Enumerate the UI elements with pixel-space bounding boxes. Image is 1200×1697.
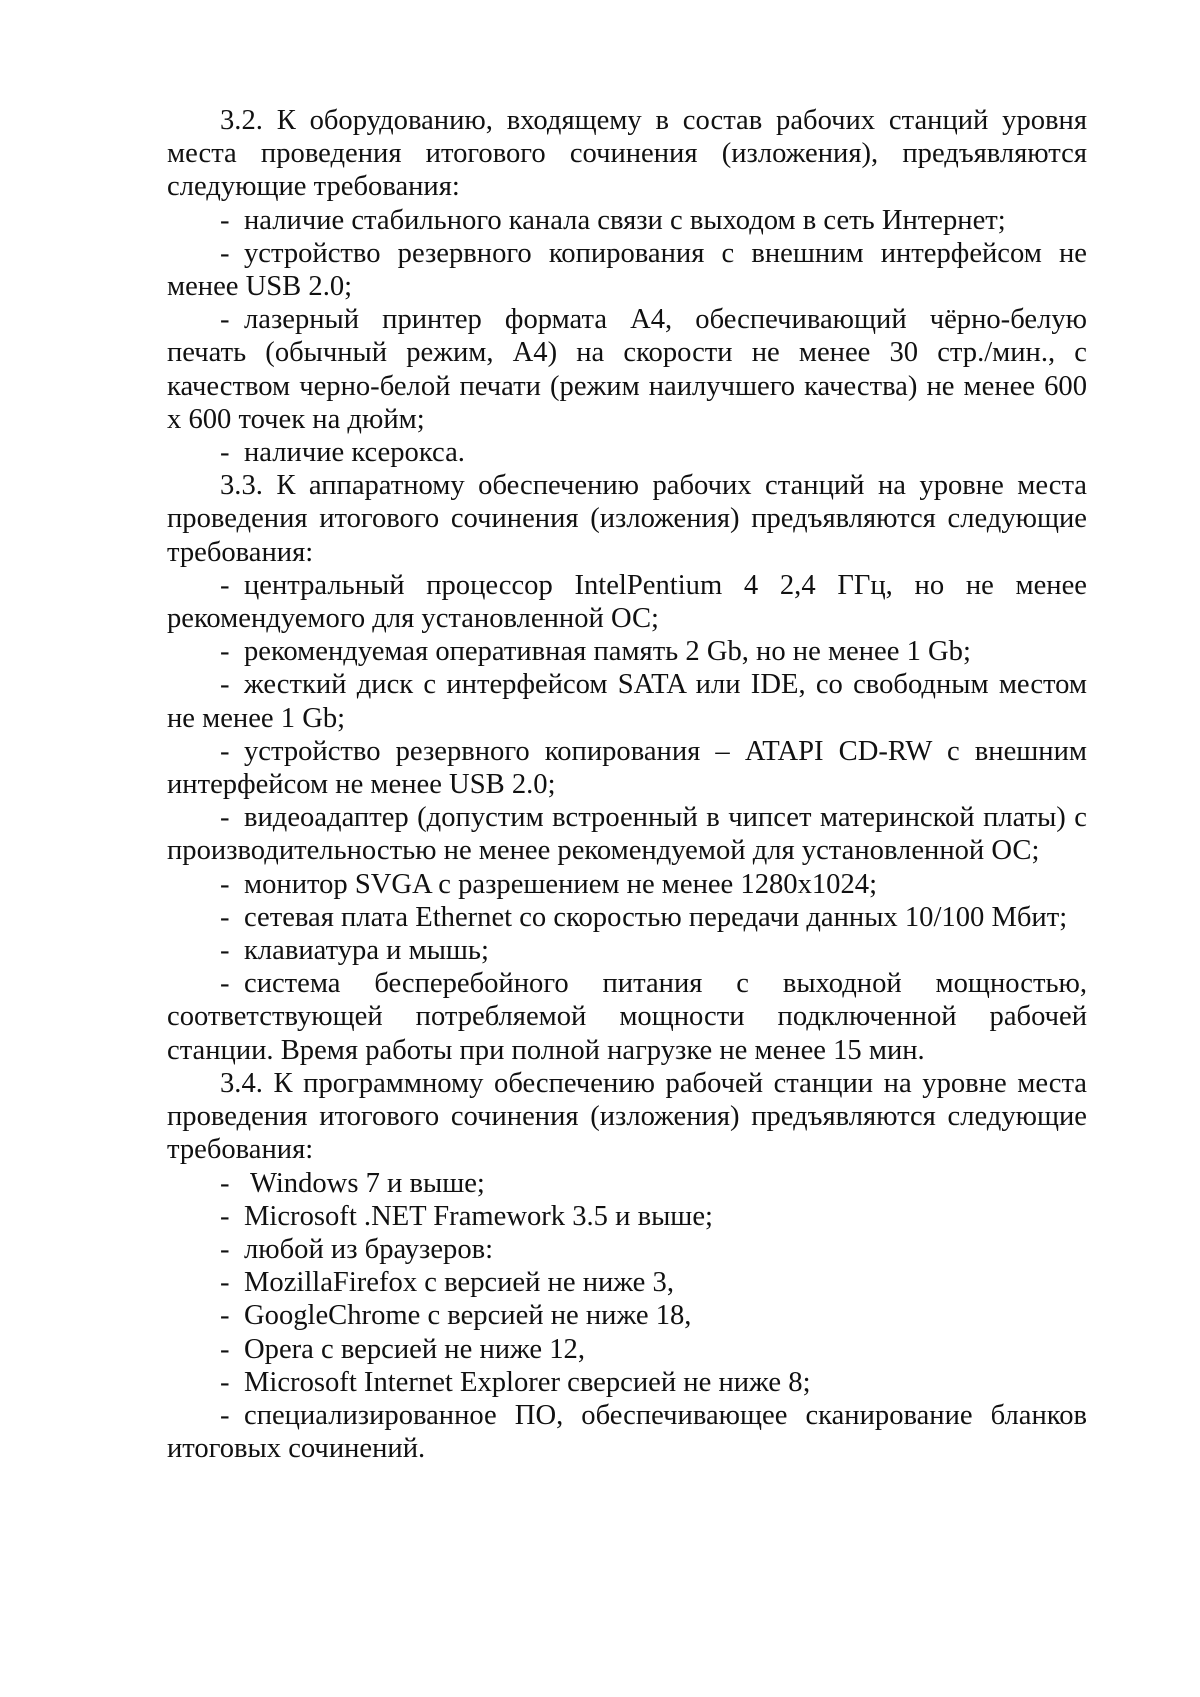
list-item: - жесткий диск с интерфейсом SATA или IDE, со свободным местом не менее 1 Gb; <box>167 669 1087 734</box>
list-item: - клавиатура и мышь; <box>220 935 489 967</box>
list-item: - монитор SVGA с разрешением не менее 1280x1024; <box>220 868 878 900</box>
dash-marker: - <box>220 1233 230 1265</box>
list-item: - MozillaFirefox с версией не ниже 3, <box>220 1267 674 1299</box>
list-item: - наличие стабильного канала связи с выходом в сеть Интернет; <box>220 204 1006 236</box>
list-item: - Windows 7 и выше; <box>220 1167 485 1199</box>
dash-marker: - <box>220 1200 230 1232</box>
dash-marker: - <box>220 569 230 601</box>
dash-marker: - <box>220 802 230 834</box>
dash-marker: - <box>220 1300 230 1332</box>
list-item: - рекомендуемая оперативная память 2 Gb, но не менее 1 Gb; <box>220 636 971 668</box>
list-item: - Microsoft Internet Explorer сверсией не ниже 8; <box>220 1366 811 1398</box>
list-item: - система бесперебойного питания с выходной мощностью, соответствующей потребляемой мощности подключенной рабочей станции. Время работы при полной нагрузке не менее 15 мин. <box>167 968 1087 1066</box>
dash-marker: - <box>220 735 230 767</box>
list-item: - Opera с версией не ниже 12, <box>220 1333 586 1365</box>
list-item: - сетевая плата Ethernet со скоростью передачи данных 10/100 Мбит; <box>220 901 1068 933</box>
section-3-4-intro: 3.4. К программному обеспечению рабочей станции на уровне места проведения итогового сочинения (изложения) предъявляются следующие требования: <box>167 1067 1087 1166</box>
dash-marker: - <box>220 1267 230 1299</box>
dash-marker: - <box>220 901 230 933</box>
dash-marker: - <box>220 935 230 967</box>
list-item: - устройство резервного копирования с внешним интерфейсом не менее USB 2.0; <box>167 237 1087 303</box>
section-3-3-intro: 3.3. К аппаратному обеспечению рабочих станций на уровне места проведения итогового сочинения (изложения) предъявляются следующие требования: <box>167 470 1087 568</box>
dash-marker: - <box>220 669 230 701</box>
section-3-2-intro: 3.2. К оборудованию, входящему в состав рабочих станций уровня места проведения итогового сочинения (изложения), предъявляются следующие требования: <box>167 105 1087 203</box>
list-item: - центральный процессор IntelPentium 4 2,4 ГГц, но не менее рекомендуемого для установленной ОС; <box>167 569 1087 635</box>
dash-marker: - <box>220 237 230 269</box>
dash-marker: - <box>220 1399 230 1431</box>
list-item: - специализированное ПО, обеспечивающее сканирование бланков итоговых сочинений. <box>167 1399 1087 1465</box>
dash-marker: - <box>220 1366 230 1398</box>
dash-marker: - <box>220 1333 230 1365</box>
list-item: - лазерный принтер формата А4, обеспечивающий чёрно-белую печать (обычный режим, А4) на скорости не менее 30 стр./мин., с качеством черно-белой печати (режим наилучшего качества) не менее 600 х 600 точек на дюйм; <box>167 304 1087 435</box>
list-item: - видеоадаптер (допустим встроенный в чипсет материнской платы) с производительностью не менее рекомендуемой для установленной ОС; <box>167 802 1087 867</box>
list-item: - Microsoft .NET Framework 3.5 и выше; <box>220 1200 713 1232</box>
list-item: - устройство резервного копирования – ATAPI CD-RW с внешним интерфейсом не менее USB 2.0; <box>167 735 1087 801</box>
dash-marker: - <box>220 868 230 900</box>
list-item: - GoogleChrome с версией не ниже 18, <box>220 1300 692 1332</box>
list-item: - любой из браузеров: <box>220 1233 494 1265</box>
dash-marker: - <box>220 1167 230 1199</box>
document-page <box>167 104 1087 1465</box>
dash-marker: - <box>220 204 230 236</box>
dash-marker: - <box>220 437 230 469</box>
dash-marker: - <box>220 304 230 336</box>
list-item: - наличие ксерокса. <box>220 437 465 469</box>
dash-marker: - <box>220 636 230 668</box>
dash-marker: - <box>220 968 230 1000</box>
